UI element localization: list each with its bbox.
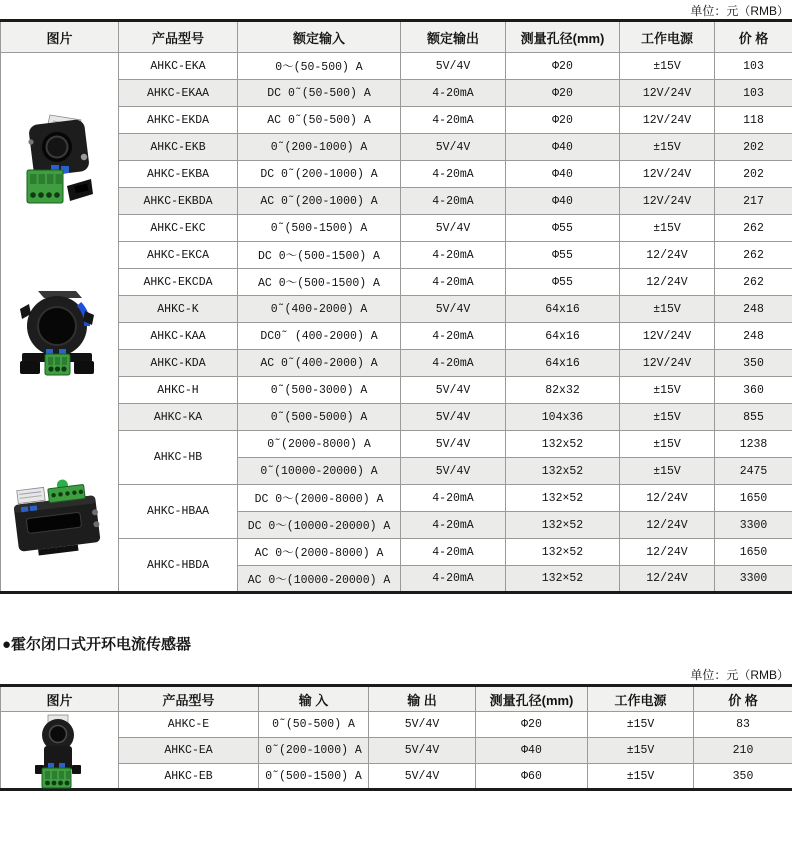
price-cell: 248 [715,296,792,323]
column-header: 输 出 [369,686,476,712]
table-row [1,377,792,404]
column-header: 图片 [1,21,119,53]
input-cell: AC 0˜(200-1000) A [238,188,401,215]
power-supply-cell: 12/24V [620,539,715,566]
product-model-cell: AHKC-EKA [119,53,238,80]
aperture-cell: Φ55 [506,215,620,242]
aperture-cell: Φ55 [506,242,620,269]
column-header: 测量孔径(mm) [476,686,588,712]
power-supply-cell: ±15V [620,296,715,323]
input-cell: DC 0˜(50-500) A [238,80,401,107]
table-row [1,242,792,269]
product-model-cell: AHKC-H [119,377,238,404]
price-cell: 262 [715,242,792,269]
power-supply-cell: ±15V [620,377,715,404]
product-model-cell: AHKC-EKAA [119,80,238,107]
power-supply-cell: ±15V [620,431,715,458]
output-cell: 5V/4V [369,738,476,764]
power-supply-cell: 12/24V [620,566,715,593]
power-supply-cell: 12V/24V [620,188,715,215]
product-model-cell: AHKC-EKBDA [119,188,238,215]
output-cell: 4-20mA [401,485,506,512]
column-header: 额定输出 [401,21,506,53]
table-header-row [1,686,792,712]
power-supply-cell: 12/24V [620,512,715,539]
column-header: 价 格 [715,21,792,53]
input-cell: 0˜(400-2000) A [238,296,401,323]
output-cell: 5V/4V [401,215,506,242]
section-heading-closed-type-sensor: ●霍尔闭口式开环电流传感器 [2,636,192,653]
price-cell: 217 [715,188,792,215]
input-cell: AC 0˜(400-2000) A [238,350,401,377]
product-model-cell: AHKC-EB [119,764,259,790]
power-supply-cell: ±15V [620,404,715,431]
ek-series-sensor-photo [23,108,95,218]
output-cell: 4-20mA [401,566,506,593]
unit-label-rmb-top: 单位：元（RMB） [690,4,789,18]
output-cell: 4-20mA [401,161,506,188]
column-header: 测量孔径(mm) [506,21,620,53]
output-cell: 5V/4V [369,712,476,738]
aperture-cell: Φ20 [506,53,620,80]
unit-label-rmb-bottom: 单位：元（RMB） [690,668,789,682]
power-supply-cell: ±15V [620,134,715,161]
input-cell: 0˜(500-1500) A [238,215,401,242]
price-cell: 248 [715,323,792,350]
price-cell: 855 [715,404,792,431]
aperture-cell: 132×52 [506,539,620,566]
price-cell: 118 [715,107,792,134]
price-cell: 202 [715,161,792,188]
product-photo-cell [1,712,119,790]
output-cell: 4-20mA [401,242,506,269]
input-cell: DC 0～(10000-20000) A [238,512,401,539]
power-supply-cell: 12/24V [620,485,715,512]
aperture-cell: 132×52 [506,485,620,512]
table-row [1,539,792,566]
aperture-cell: 104x36 [506,404,620,431]
product-model-cell: AHKC-K [119,296,238,323]
product-model-cell: AHKC-E [119,712,259,738]
input-cell: 0˜(500-3000) A [238,377,401,404]
output-cell: 4-20mA [401,539,506,566]
input-cell: 0˜(10000-20000) A [238,458,401,485]
table-row [1,188,792,215]
price-cell: 3300 [715,512,792,539]
column-header: 图片 [1,686,119,712]
table-row [1,134,792,161]
table-row [1,107,792,134]
product-model-cell: AHKC-EKCDA [119,269,238,296]
table-row [1,80,792,107]
price-cell: 103 [715,53,792,80]
column-header: 工作电源 [588,686,694,712]
power-supply-cell: ±15V [588,738,694,764]
output-cell: 5V/4V [401,458,506,485]
table-row [1,323,792,350]
output-cell: 4-20mA [401,269,506,296]
output-cell: 4-20mA [401,107,506,134]
output-cell: 5V/4V [369,764,476,790]
table-row [1,296,792,323]
price-cell: 1238 [715,431,792,458]
aperture-cell: 64x16 [506,323,620,350]
input-cell: DC 0～(500-1500) A [238,242,401,269]
product-model-cell: AHKC-HBAA [119,485,238,539]
power-supply-cell: 12V/24V [620,350,715,377]
aperture-cell: Φ40 [476,738,588,764]
column-header: 工作电源 [620,21,715,53]
input-cell: 0˜(500-1500) A [259,764,369,790]
table-row [1,485,792,512]
hall-open-loop-sensor-price-table [0,19,792,594]
column-header: 额定输入 [238,21,401,53]
aperture-cell: 132×52 [506,566,620,593]
table-row [1,269,792,296]
aperture-cell: Φ40 [506,188,620,215]
price-cell: 1650 [715,539,792,566]
aperture-cell: 132×52 [506,512,620,539]
input-cell: DC 0˜(200-1000) A [238,161,401,188]
aperture-cell: Φ55 [506,269,620,296]
aperture-cell: 132x52 [506,458,620,485]
input-cell: 0˜(200-1000) A [259,738,369,764]
column-header: 产品型号 [119,686,259,712]
table-row [1,764,792,790]
output-cell: 5V/4V [401,377,506,404]
column-header: 产品型号 [119,21,238,53]
aperture-cell: Φ40 [506,134,620,161]
output-cell: 5V/4V [401,296,506,323]
aperture-cell: Φ40 [506,161,620,188]
power-supply-cell: 12/24V [620,269,715,296]
aperture-cell: 64x16 [506,350,620,377]
output-cell: 4-20mA [401,350,506,377]
power-supply-cell: ±15V [620,53,715,80]
price-cell: 202 [715,134,792,161]
aperture-cell: 82x32 [506,377,620,404]
input-cell: AC 0～(500-1500) A [238,269,401,296]
price-cell: 83 [694,712,792,738]
price-cell: 262 [715,215,792,242]
aperture-cell: 132x52 [506,431,620,458]
table-row [1,161,792,188]
table-row [1,404,792,431]
output-cell: 5V/4V [401,53,506,80]
product-photos-cell [1,53,119,593]
input-cell: DC0˜ (400-2000) A [238,323,401,350]
table-header-row [1,21,792,53]
table-row [1,215,792,242]
input-cell: 0˜(200-1000) A [238,134,401,161]
output-cell: 5V/4V [401,404,506,431]
table-row [1,350,792,377]
price-cell: 2475 [715,458,792,485]
aperture-cell: Φ20 [476,712,588,738]
input-cell: 0˜(500-5000) A [238,404,401,431]
product-model-cell: AHKC-HBDA [119,539,238,593]
input-cell: AC 0～(10000-20000) A [238,566,401,593]
product-model-cell: AHKC-KA [119,404,238,431]
input-cell: AC 0～(2000-8000) A [238,539,401,566]
power-supply-cell: 12V/24V [620,107,715,134]
power-supply-cell: ±15V [620,458,715,485]
table-row [1,712,792,738]
product-model-cell: AHKC-EA [119,738,259,764]
product-model-cell: AHKC-EKBA [119,161,238,188]
price-cell: 103 [715,80,792,107]
aperture-cell: Φ20 [506,107,620,134]
aperture-cell: Φ60 [476,764,588,790]
table-row [1,738,792,764]
price-cell: 210 [694,738,792,764]
product-model-cell: AHKC-KDA [119,350,238,377]
hb-series-sensor-photo [11,473,103,579]
output-cell: 4-20mA [401,188,506,215]
k-series-sensor-photo [16,279,98,389]
price-cell: 350 [715,350,792,377]
output-cell: 4-20mA [401,80,506,107]
column-header: 价 格 [694,686,792,712]
input-cell: 0˜(50-500) A [259,712,369,738]
aperture-cell: 64x16 [506,296,620,323]
price-cell: 360 [715,377,792,404]
price-cell: 262 [715,269,792,296]
product-model-cell: AHKC-EKDA [119,107,238,134]
input-cell: AC 0˜(50-500) A [238,107,401,134]
output-cell: 4-20mA [401,512,506,539]
input-cell: 0～(50-500) A [238,53,401,80]
product-model-cell: AHKC-EKB [119,134,238,161]
product-model-cell: AHKC-EKC [119,215,238,242]
power-supply-cell: ±15V [620,215,715,242]
column-header: 输 入 [259,686,369,712]
power-supply-cell: 12V/24V [620,161,715,188]
table-row [1,53,792,80]
power-supply-cell: 12/24V [620,242,715,269]
input-cell: DC 0～(2000-8000) A [238,485,401,512]
power-supply-cell: ±15V [588,712,694,738]
output-cell: 5V/4V [401,431,506,458]
e-series-sensor-photo [33,714,83,796]
price-cell: 350 [694,764,792,790]
output-cell: 5V/4V [401,134,506,161]
product-model-cell: AHKC-KAA [119,323,238,350]
price-cell: 1650 [715,485,792,512]
table-row [1,431,792,458]
aperture-cell: Φ20 [506,80,620,107]
power-supply-cell: 12V/24V [620,80,715,107]
product-model-cell: AHKC-HB [119,431,238,485]
power-supply-cell: ±15V [588,764,694,790]
product-model-cell: AHKC-EKCA [119,242,238,269]
input-cell: 0˜(2000-8000) A [238,431,401,458]
output-cell: 4-20mA [401,323,506,350]
power-supply-cell: 12V/24V [620,323,715,350]
price-cell: 3300 [715,566,792,593]
hall-closed-type-sensor-price-table [0,684,792,791]
